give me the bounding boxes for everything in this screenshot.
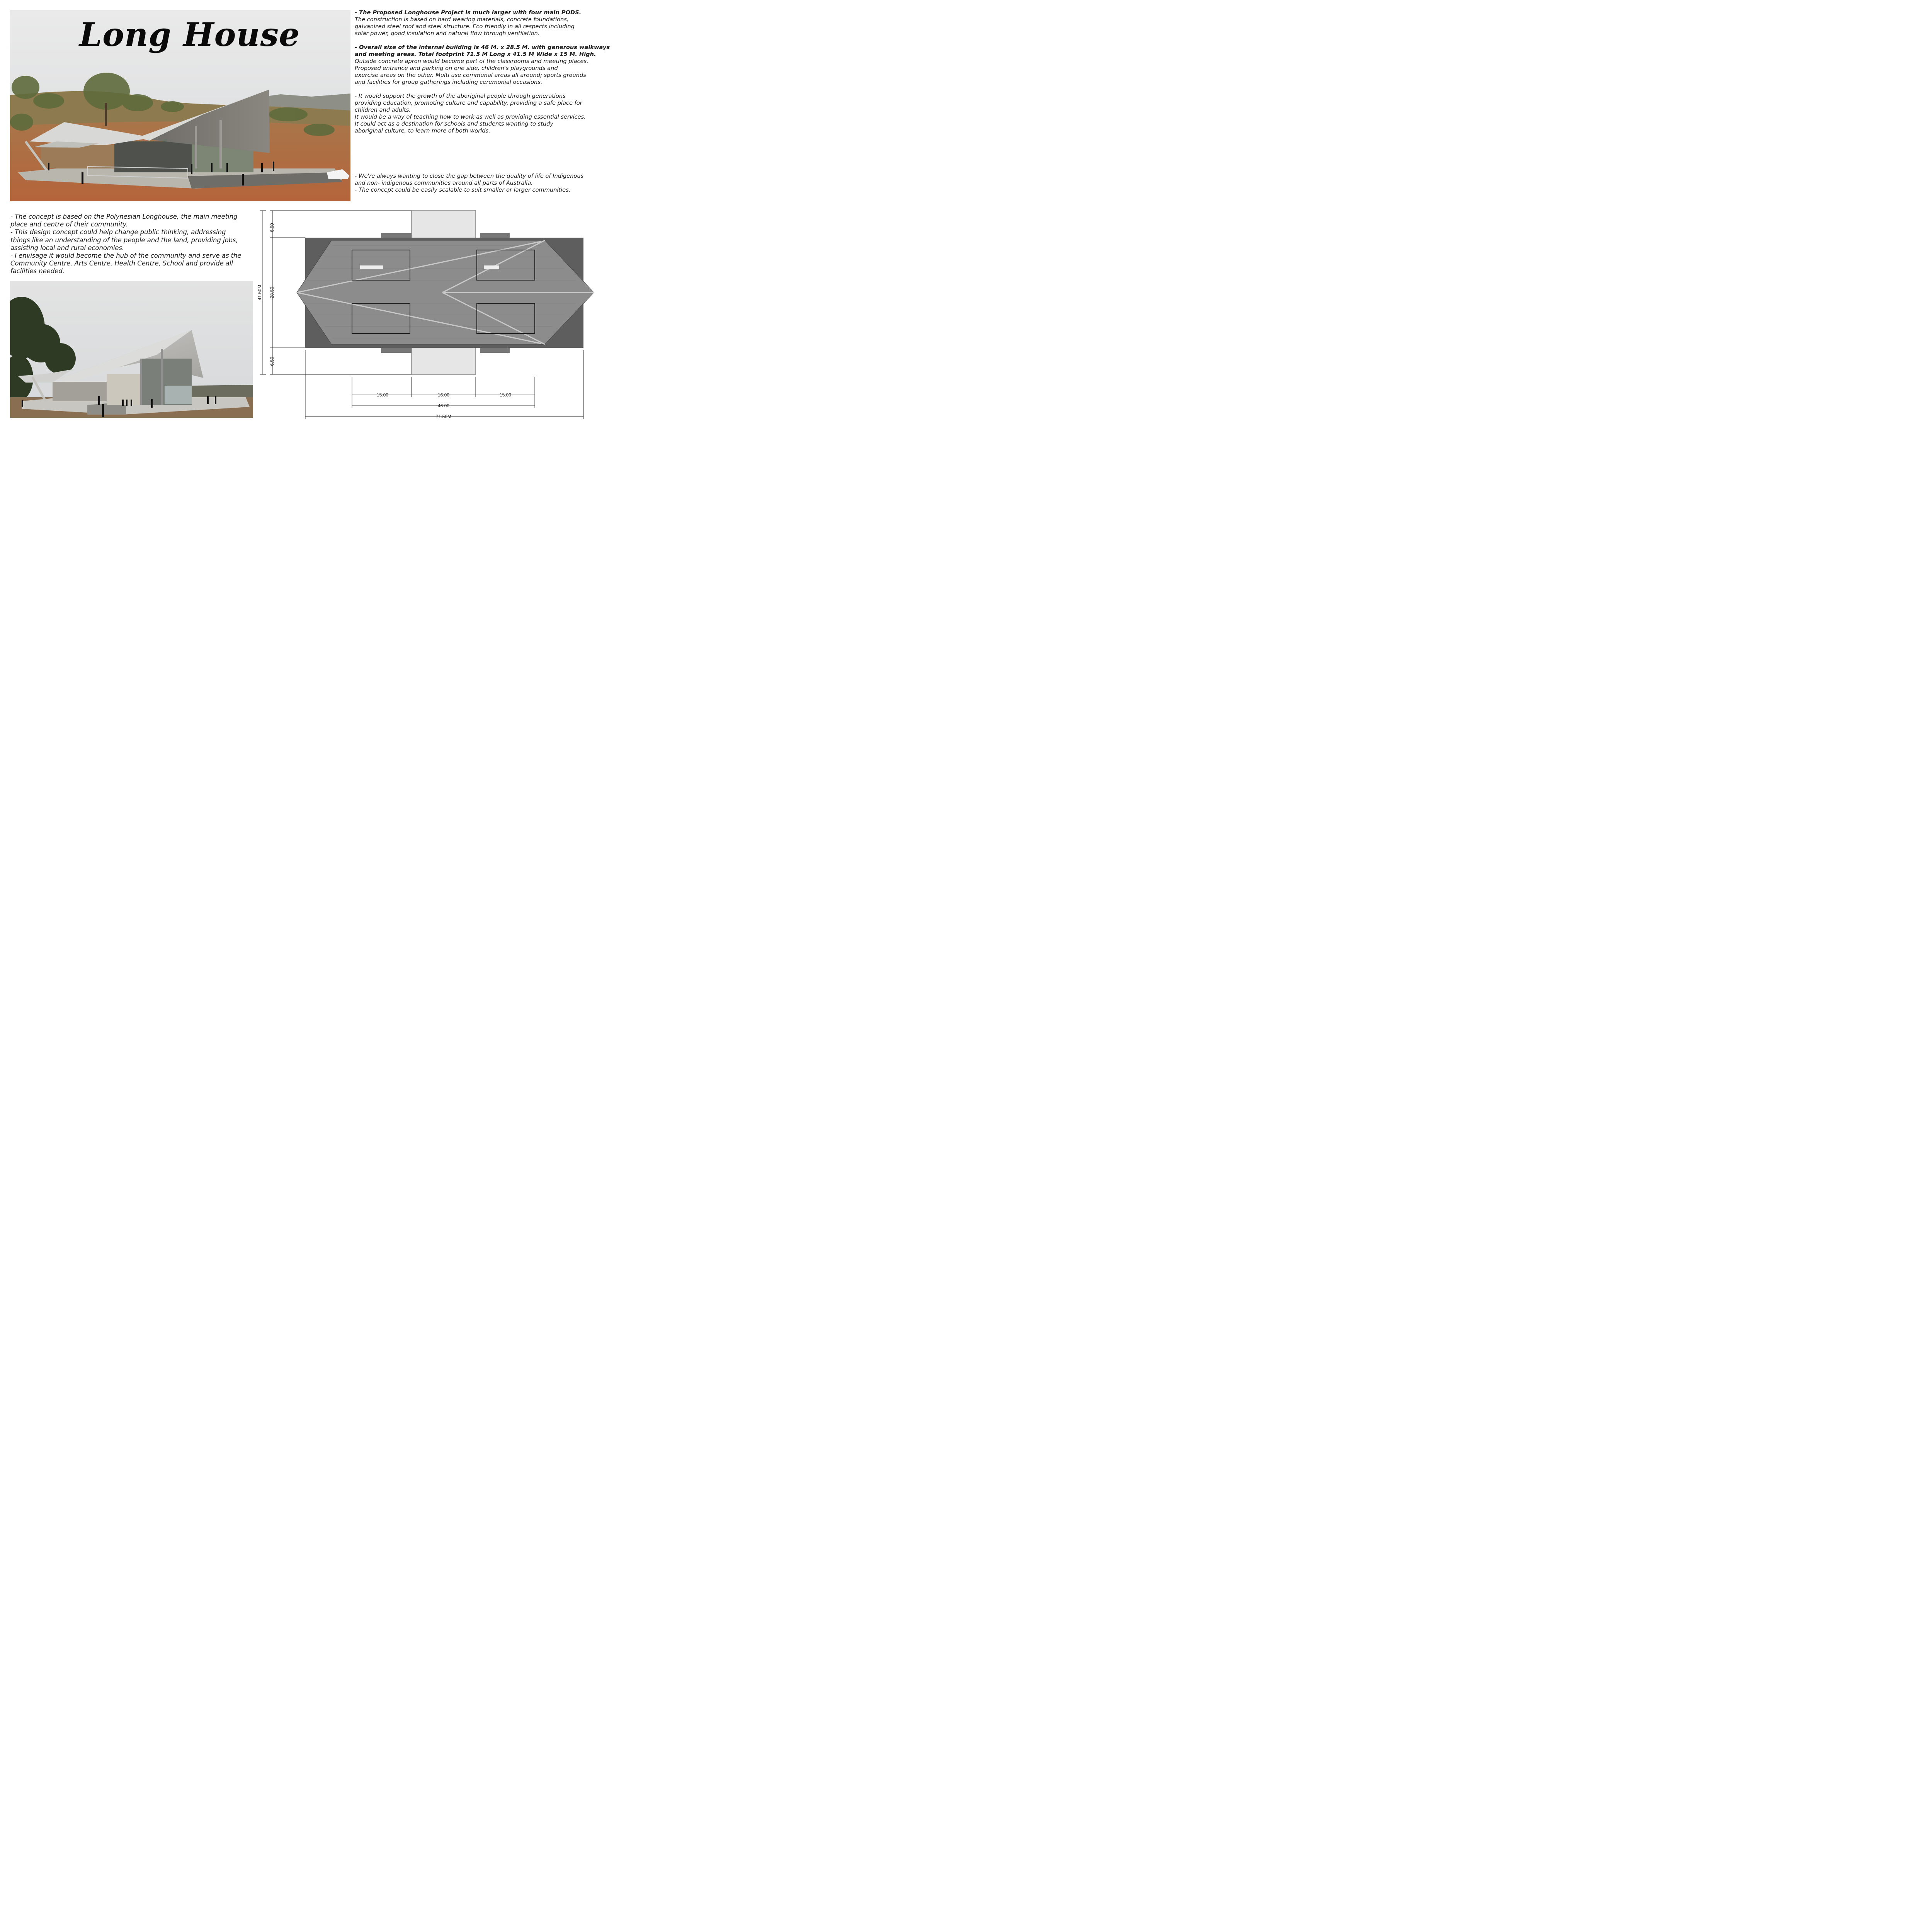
intro-p2-line: and facilities for group gatherings including ceremonial occasions.: [355, 79, 543, 85]
intro-text: [355, 9, 610, 134]
concept-line: things like an understanding of the people and the land, providing jobs,: [10, 236, 238, 244]
intro-p4-line: and non- indigenous communities around all parts of Australia.: [355, 180, 533, 186]
intro-p2-line: Proposed entrance and parking on one side, children's playgrounds and: [355, 65, 558, 71]
intro-p2-bold-line: - Overall size of the internal building is 46 M. x 28.5 M. with generous walkways: [355, 44, 610, 51]
dim-pod-right: 15.00: [499, 392, 512, 398]
intro-p4-line: - We're always wanting to close the gap between the quality of life of Indigenous: [355, 173, 584, 179]
concept-text: [10, 213, 242, 276]
intro-p4-line: - The concept could be easily scalable to suit smaller or larger communities.: [355, 187, 571, 193]
intro-p3-line: aboriginal culture, to learn more of both worlds.: [355, 128, 490, 134]
dim-total-width: 41.50M: [257, 284, 262, 301]
intro-p2-bold-line: and meeting areas. Total footprint 71.5 M Long x 41.5 M Wide x 15 M. High.: [355, 51, 596, 58]
concept-line: - This design concept could help change public thinking, addressing: [10, 228, 226, 236]
dim-center-gap: 16.00: [437, 392, 450, 398]
intro-p2-line: Outside concrete apron would become part of the classrooms and meeting places.: [355, 58, 588, 65]
intro-p1-line: solar power, good insulation and natural flow through ventilation.: [355, 30, 540, 37]
intro-p3-line: providing education, promoting culture and capability, providing a safe place for: [355, 100, 582, 106]
concept-line: - The concept is based on the Polynesian Longhouse, the main meeting: [10, 213, 238, 220]
intro-p1-bold: - The Proposed Longhouse Project is much larger with four main PODS.: [355, 9, 582, 16]
dim-pod-left: 15.00: [376, 392, 389, 398]
intro-p3-line: It would be a way of teaching how to work as well as providing essential services.: [355, 114, 586, 120]
concept-line: facilities needed.: [10, 267, 65, 275]
intro-p1-line: galvanized steel roof and steel structure. Eco friendly in all respects including: [355, 23, 575, 30]
intro-closing-text: [355, 173, 583, 194]
dim-top-extension: 6.50: [269, 223, 275, 232]
dim-internal-length: 46.00: [437, 403, 450, 408]
concept-line: - I envisage it would become the hub of the community and serve as the: [10, 252, 242, 260]
intro-p3-line: children and adults.: [355, 107, 411, 113]
intro-p1-line: The construction is based on hard wearing materials, concrete foundations,: [355, 16, 569, 23]
dim-internal-width: 28.50: [269, 286, 275, 299]
concept-line: place and centre of their community.: [10, 221, 128, 228]
intro-p3-line: It could act as a destination for schools and students wanting to study: [355, 121, 554, 127]
render-front-photo: [10, 281, 253, 418]
concept-line: Community Centre, Arts Centre, Health Centre, School and provide all: [10, 260, 233, 267]
intro-p2-line: exercise areas on the other. Multi use communal areas all around; sports grounds: [355, 72, 586, 78]
concept-line: assisting local and rural economies.: [10, 244, 124, 252]
dim-total-length: 71.50M: [435, 414, 452, 419]
intro-p3-line: - It would support the growth of the aboriginal people through generations: [355, 93, 566, 99]
dim-bottom-extension: 6.50: [269, 357, 275, 366]
floor-plan: [255, 207, 603, 421]
page-title: Long House: [79, 15, 300, 54]
